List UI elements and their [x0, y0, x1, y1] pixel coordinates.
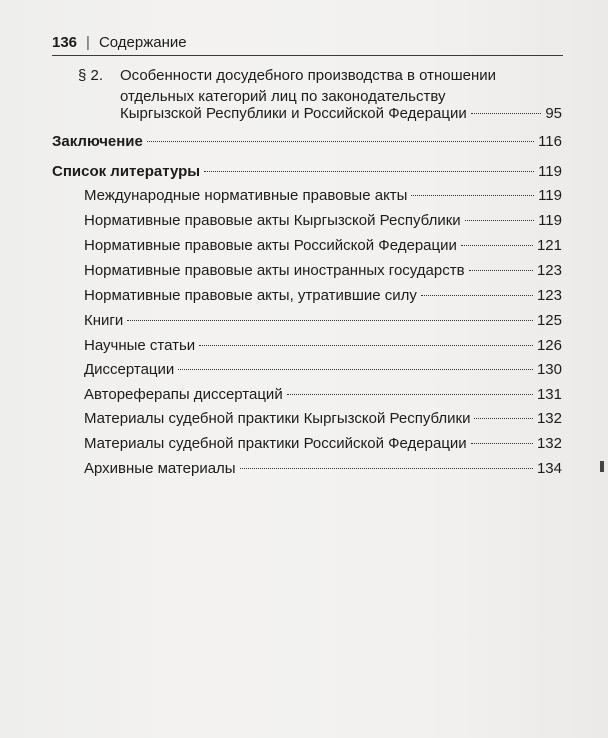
running-header: [52, 34, 187, 51]
toc-entry-page: 119: [538, 212, 562, 229]
dot-leader: [240, 468, 533, 469]
dot-leader: [471, 443, 533, 444]
toc-entry: [52, 132, 562, 152]
toc-entry-label: Архивные материалы: [84, 460, 236, 477]
dot-leader: [411, 195, 534, 196]
toc-entry-label: Диссертации: [84, 361, 175, 378]
section-marker: § 2.: [78, 67, 104, 84]
toc-entry-label: Нормативные правовые акты иностранных государств: [84, 262, 465, 279]
toc-entry-label: Международные нормативные правовые акты: [84, 187, 408, 204]
toc-entry-label: Автореферапы диссертаций: [84, 386, 283, 403]
dot-leader: [421, 295, 533, 296]
toc-entry: [84, 434, 562, 454]
toc-entry-label: Нормативные правовые акты, утратившие силу: [84, 287, 417, 304]
toc-entry-page: 119: [538, 163, 562, 180]
toc-entry-label: Список литературы: [52, 163, 201, 180]
toc-entry: [84, 286, 562, 306]
section-title-line-2: отдельных категорий лиц по законодательству: [120, 88, 446, 105]
toc-entry-label: Научные статьи: [84, 337, 196, 354]
toc-entry-page: 121: [536, 237, 562, 254]
toc-entry: [84, 336, 562, 356]
toc-entry-page: 123: [536, 262, 562, 279]
toc-entry-label: Заключение: [52, 133, 143, 150]
toc-entry: [84, 459, 562, 479]
header-rule: [52, 55, 563, 56]
toc-entry-page: 95: [545, 105, 562, 122]
toc-entry-page: 119: [538, 187, 562, 204]
toc-entry-page: 132: [536, 435, 562, 452]
toc-entry-page: 126: [536, 337, 562, 354]
toc-entry-page: 132: [536, 410, 562, 427]
toc-entry-label: Нормативные правовые акты Российской Федерации: [84, 237, 457, 254]
page-edge-mark: [600, 461, 604, 472]
toc-entry-page: 130: [536, 361, 562, 378]
toc-entry: [84, 236, 562, 256]
toc-entry: [84, 385, 562, 405]
dot-leader: [471, 113, 542, 114]
section-title-line-1: Особенности досудебного производства в отношении: [120, 67, 497, 84]
header-title: Содержание: [98, 34, 187, 51]
toc-entry-label: Материалы судебной практики Российской Федерации: [84, 435, 467, 452]
dot-leader: [178, 369, 533, 370]
toc-entry-page: 125: [536, 312, 562, 329]
toc-entry-label: Нормативные правовые акты Кыргызской Республики: [84, 212, 461, 229]
toc-entry: [84, 186, 562, 206]
header-separator: |: [86, 34, 90, 51]
toc-entry: [84, 261, 562, 281]
toc-entry: [84, 211, 562, 231]
dot-leader: [204, 171, 534, 172]
dot-leader: [465, 220, 534, 221]
page-number: 136: [52, 34, 78, 51]
toc-entry-label: Материалы судебной практики Кыргызской Республики: [84, 410, 471, 427]
dot-leader: [469, 270, 533, 271]
toc-entry-label: Книги: [84, 312, 124, 329]
toc-entry-page: 131: [536, 386, 562, 403]
dot-leader: [147, 141, 534, 142]
toc-entry: [52, 162, 562, 182]
toc-entry-page: 123: [536, 287, 562, 304]
toc-entry-page: 134: [536, 460, 562, 477]
toc-entry-section-2: [120, 104, 562, 124]
dot-leader: [127, 320, 533, 321]
dot-leader: [474, 418, 532, 419]
toc-entry: [84, 409, 562, 429]
dot-leader: [461, 245, 533, 246]
toc-entry-page: 116: [538, 133, 562, 150]
toc-entry: [84, 311, 562, 331]
toc-entry: [84, 360, 562, 380]
dot-leader: [199, 345, 533, 346]
dot-leader: [287, 394, 533, 395]
toc-entry-label: Кыргызской Республики и Российской Федерации: [120, 105, 467, 122]
